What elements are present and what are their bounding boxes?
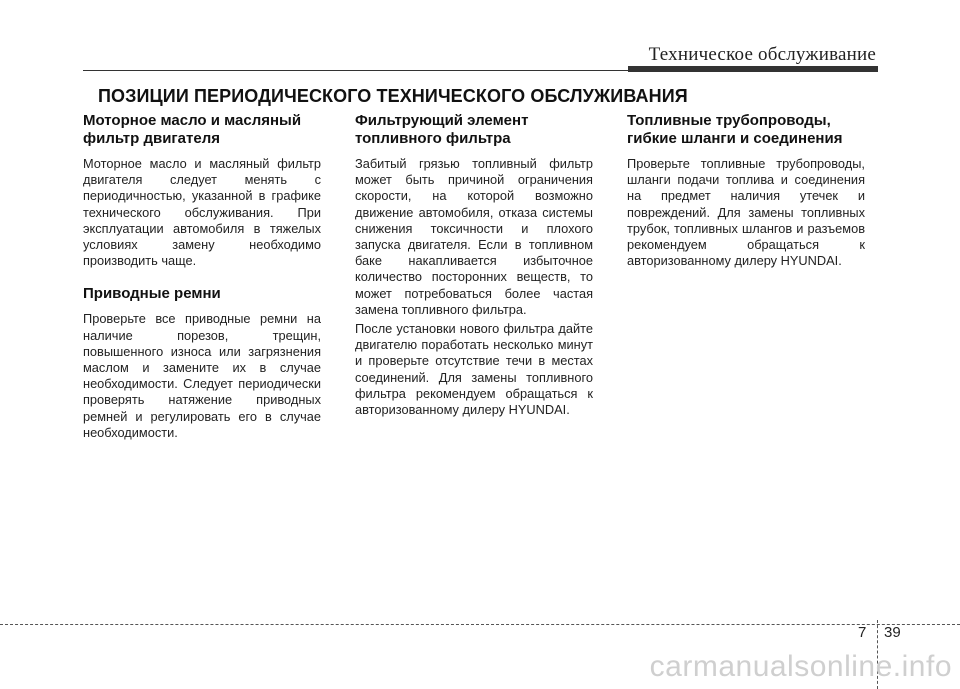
column-middle bbox=[355, 112, 593, 421]
heading-fuel-lines: Топливные трубопроводы, гибкие шланги и соединения bbox=[627, 112, 843, 147]
paragraph-engine-oil: Моторное масло и масляный фильтр двигателя следует менять с периодичностью, указанной в графике технического обслуживания. При эксплуатации автомобиля в тяжелых условиях замену необходимо производить чаще. bbox=[83, 156, 321, 269]
heading-fuel-filter: Фильтрующий элемент топливного фильтра bbox=[355, 112, 529, 147]
paragraph-drive-belts: Проверьте все приводные ремни на наличие порезов, трещин, повышенного износа или загрязнения маслом и замените их в случае необходимости. Следует периодически проверять натяжение приводных ремней и регулировать его в случае необходимости. bbox=[83, 311, 321, 440]
chapter-title: Техническое обслуживание bbox=[648, 44, 876, 65]
section-title: ПОЗИЦИИ ПЕРИОДИЧЕСКОГО ТЕХНИЧЕСКОГО ОБСЛУЖИВАНИЯ bbox=[98, 86, 688, 106]
column-right bbox=[627, 112, 865, 272]
page-number: 39 bbox=[884, 624, 901, 641]
chapter-number: 7 bbox=[858, 624, 867, 641]
heading-drive-belts: Приводные ремни bbox=[83, 285, 221, 303]
footer-dashed-line bbox=[0, 624, 960, 625]
header-rule-accent bbox=[628, 66, 878, 72]
paragraph-fuel-filter-2: После установки нового фильтра дайте двигателю поработать несколько минут и проверьте отсутствие течи в местах соединений. Для замены топливного фильтра рекомендуем обращаться к авторизованному дилеру HYUNDAI. bbox=[355, 321, 593, 418]
paragraph-fuel-filter-1: Забитый грязью топливный фильтр может быть причиной ограничения скорости, на которой возможно движение автомобиля, отказа системы снижения токсичности и плохого запуска двигателя. Если в топливном баке накапливается избыточное количество посторонних веществ, то может потребоваться более частая замена топливного фильтра. bbox=[355, 156, 593, 317]
watermark: carmanualsonline.info bbox=[649, 650, 952, 683]
column-left bbox=[83, 112, 321, 444]
paragraph-fuel-lines: Проверьте топливные трубопроводы, шланги подачи топлива и соединения на предмет наличия утечек и повреждений. Для замены топливных трубок, топливных шлангов и разъемов рекомендуем обращаться к авторизованному дилеру HYUNDAI. bbox=[627, 156, 865, 269]
heading-engine-oil: Моторное масло и масляный фильтр двигателя bbox=[83, 112, 302, 147]
